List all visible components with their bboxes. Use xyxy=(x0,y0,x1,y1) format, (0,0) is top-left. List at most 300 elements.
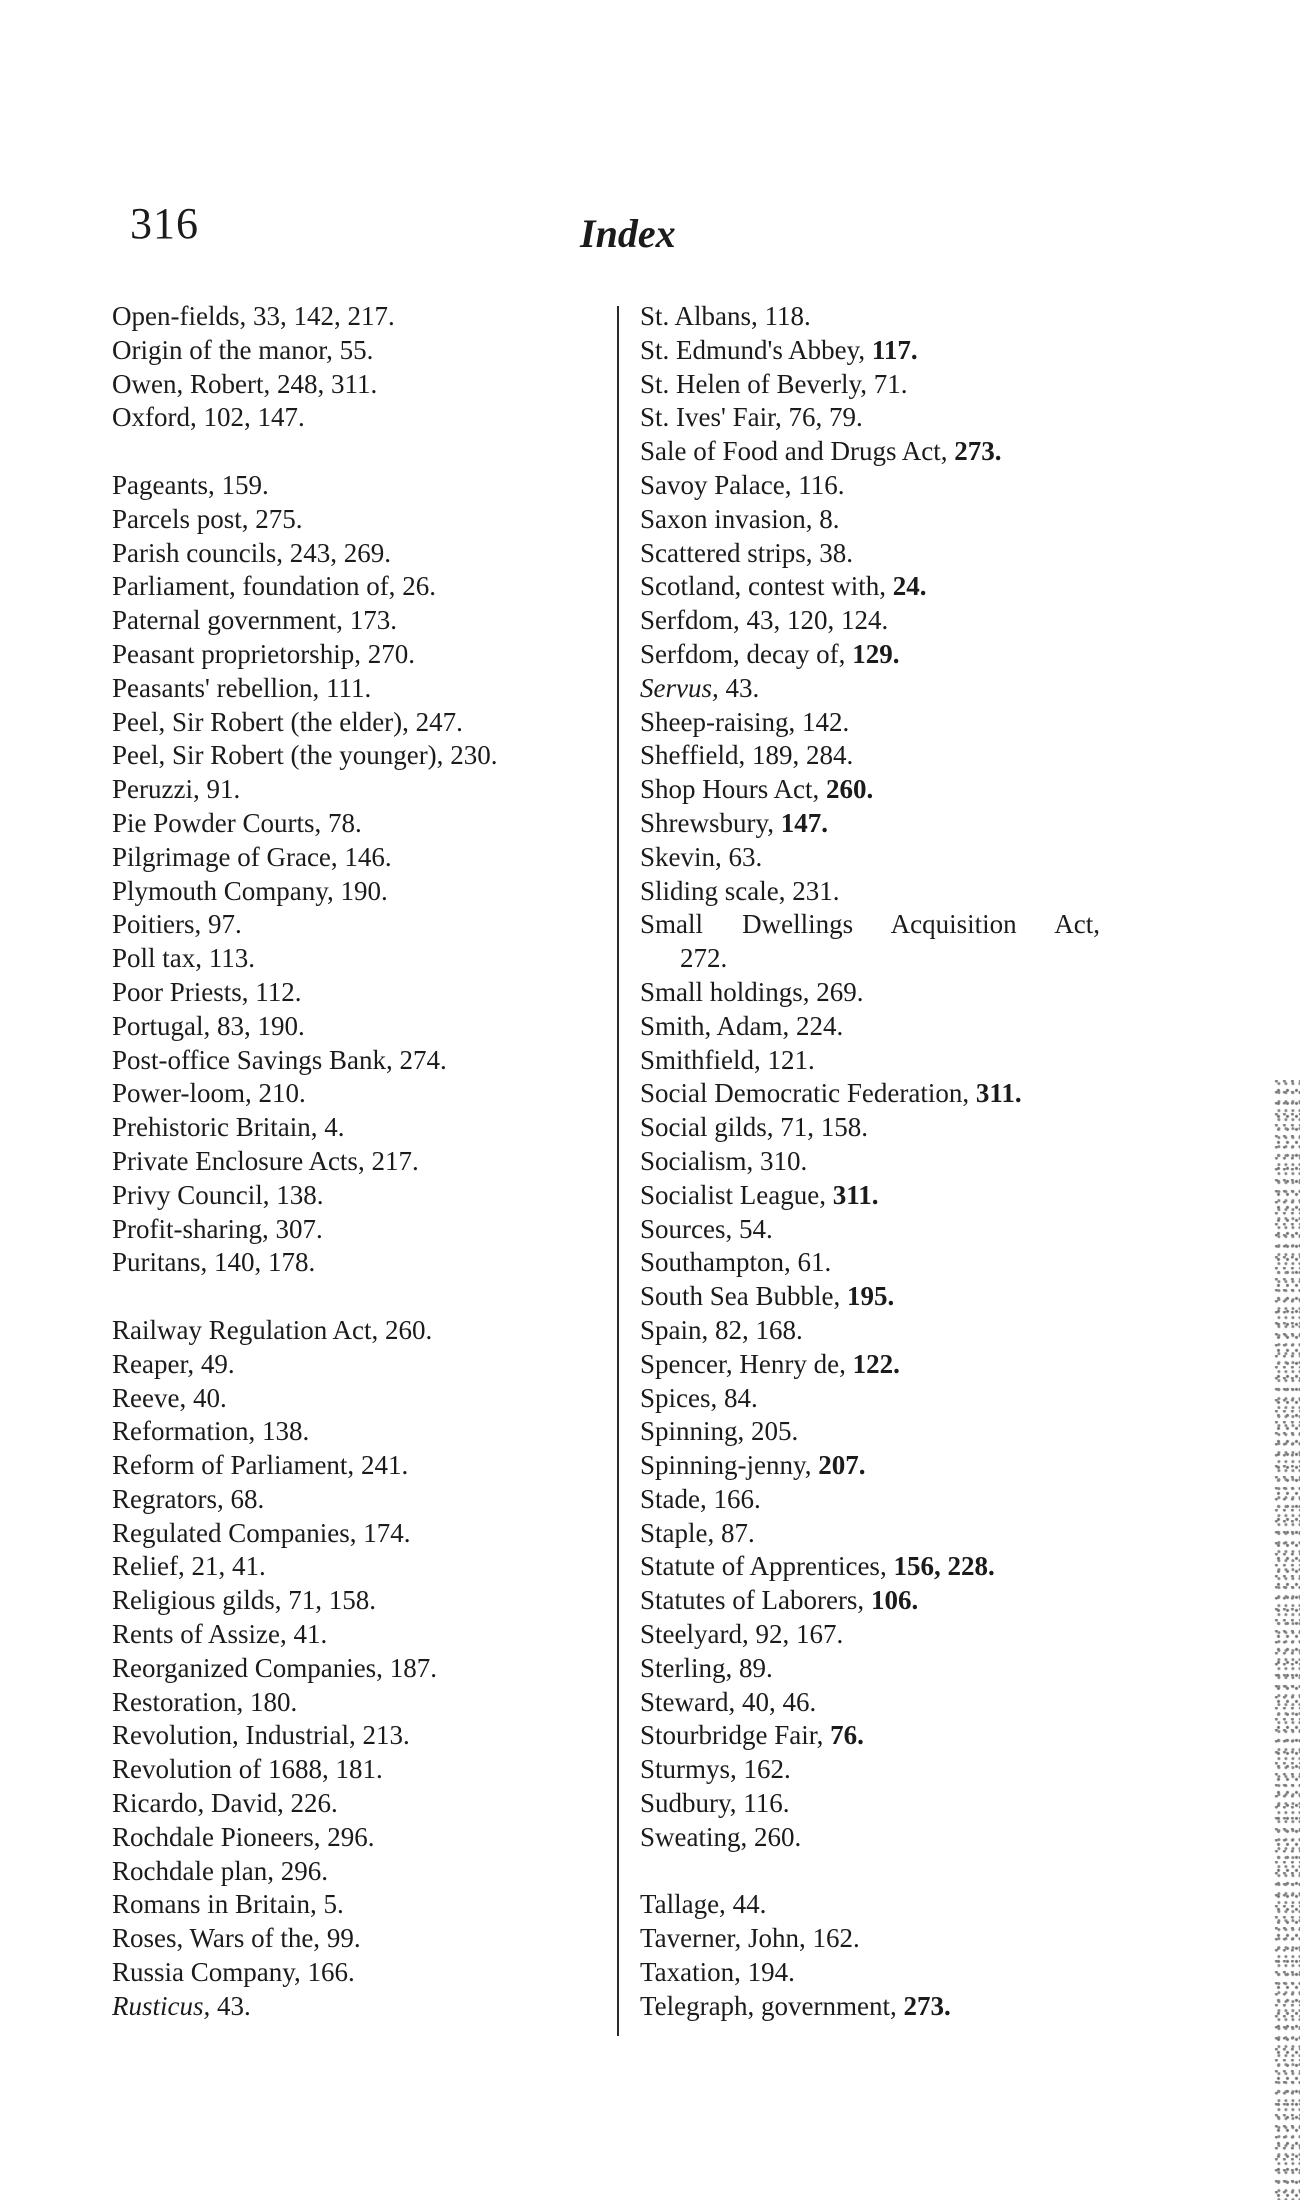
index-entry-pages: 260. xyxy=(754,1821,802,1852)
index-entry xyxy=(112,1686,497,1720)
index-entry-pages: 71, 158. xyxy=(780,1112,868,1143)
index-entry-pages: 296. xyxy=(327,1821,375,1852)
index-entry xyxy=(640,1179,1100,1213)
index-entry-term: Privy Council, xyxy=(112,1179,270,1210)
index-entry xyxy=(112,1111,497,1145)
index-entry-term: Shop Hours Act, xyxy=(640,774,820,805)
index-entry-pages: 55. xyxy=(339,334,374,365)
index-entry xyxy=(640,503,1100,537)
index-entry-term: Poll tax, xyxy=(112,943,203,974)
index-entry-pages: 231. xyxy=(792,875,840,906)
index-entry xyxy=(112,1753,497,1787)
index-entry-term: Saxon invasion, xyxy=(640,503,813,534)
index-entry xyxy=(640,1145,1100,1179)
index-entry-term: Reeve, xyxy=(112,1382,187,1413)
index-entry xyxy=(112,1584,497,1618)
index-entry-term: Rochdale plan, xyxy=(112,1855,274,1886)
index-entry-pages: 162. xyxy=(743,1754,791,1785)
index-entry xyxy=(640,537,1100,571)
index-entry-pages: 311. xyxy=(832,1179,879,1210)
index-entry-term: Pageants, xyxy=(112,469,215,500)
index-entry-term: Revolution of 1688, xyxy=(112,1754,329,1785)
index-entry-pages: 44. xyxy=(732,1889,767,1920)
index-entry-pages: 78. xyxy=(328,807,362,838)
index-entry-pages: 260. xyxy=(826,774,874,805)
page-edge-speckle xyxy=(1274,1080,1300,2200)
index-entry-term: Pilgrimage of Grace, xyxy=(112,841,338,872)
index-entry-pages: 116. xyxy=(798,469,845,500)
index-entry-term: Servus, xyxy=(640,672,719,703)
index-entry-pages: 112. xyxy=(255,976,302,1007)
index-entry-pages: 241. xyxy=(360,1450,409,1481)
index-column-right xyxy=(640,300,1100,2024)
index-entry-pages: 40, 46. xyxy=(741,1686,817,1717)
index-entry xyxy=(640,1111,1100,1145)
index-entry xyxy=(112,1956,497,1990)
index-entry-term: Small Dwellings Acquisition Act, xyxy=(640,909,1100,940)
index-entry-term: St. Albans, xyxy=(640,301,758,331)
index-entry-term: Reformation, xyxy=(112,1416,256,1447)
index-entry xyxy=(640,638,1100,672)
index-entry xyxy=(640,368,1100,402)
index-entry-pages: 174. xyxy=(363,1517,411,1548)
index-entry xyxy=(112,537,497,571)
index-entry-term: Steward, xyxy=(640,1686,736,1717)
index-entry-term: Rusticus, xyxy=(112,1990,211,2021)
index-entry-term: Origin of the manor, xyxy=(112,334,333,365)
index-entry xyxy=(640,1348,1100,1382)
index-entry xyxy=(112,1449,497,1483)
index-entry-term: Plymouth Company, xyxy=(112,875,334,906)
index-entry-term: Parcels post, xyxy=(112,503,249,534)
index-entry-pages: 147. xyxy=(780,807,828,838)
index-entry-term: Stourbridge Fair, xyxy=(640,1720,824,1751)
index-entry-pages: 41. xyxy=(293,1619,328,1650)
index-entry xyxy=(640,300,1100,334)
index-entry xyxy=(640,1483,1100,1517)
index-entry-pages: 156, 228. xyxy=(893,1551,995,1582)
index-entry xyxy=(640,942,1100,976)
index-entry xyxy=(640,807,1100,841)
page-number: 316 xyxy=(130,199,199,248)
index-entry-pages: 4. xyxy=(324,1112,345,1143)
index-entry xyxy=(640,604,1100,638)
index-entry-pages: 89. xyxy=(739,1652,773,1683)
index-entry-term: Taxation, xyxy=(640,1957,741,1988)
index-entry xyxy=(640,1382,1100,1416)
index-entry-pages: 173. xyxy=(349,605,397,636)
index-entry-pages: 8. xyxy=(819,503,840,534)
index-entry xyxy=(640,1213,1100,1247)
index-entry-pages: 138. xyxy=(261,1416,310,1447)
index-entry xyxy=(640,1787,1100,1821)
index-entry-term: St. Edmund's Abbey, xyxy=(640,334,866,365)
index-entry xyxy=(112,1719,497,1753)
index-entry-term: Religious gilds, xyxy=(112,1585,282,1616)
index-entry-term: Sources, xyxy=(640,1213,733,1244)
index-entry-pages: 49. xyxy=(200,1348,235,1379)
index-entry-term: Socialist League, xyxy=(640,1179,826,1210)
index-entry xyxy=(640,1652,1100,1686)
index-entry xyxy=(112,875,497,909)
index-entry-pages: 142. xyxy=(801,706,850,737)
index-entry-pages: 71. xyxy=(873,368,908,399)
page-title: Index xyxy=(580,211,676,256)
index-entry-term: Social Democratic Federation, xyxy=(640,1078,970,1109)
index-entry-pages: 111. xyxy=(326,672,372,703)
index-entry-pages: 99. xyxy=(326,1923,361,1954)
index-entry xyxy=(112,638,497,672)
index-entry-term: Peel, Sir Robert (the elder), xyxy=(112,706,409,737)
index-entry-term: Regrators, xyxy=(112,1483,224,1514)
index-entry xyxy=(640,908,1100,942)
index-entry xyxy=(640,1584,1100,1618)
index-entry-term: Statute of Apprentices, xyxy=(640,1551,887,1582)
index-entry-term: Puritans, xyxy=(112,1247,208,1278)
index-entry xyxy=(112,942,497,976)
index-entry-pages: 24. xyxy=(892,571,927,602)
index-entry-term: South Sea Bubble, xyxy=(640,1281,841,1312)
index-entry-term: Spinning-jenny, xyxy=(640,1450,812,1481)
index-entry xyxy=(640,1821,1100,1855)
index-entry-term: Parish councils, xyxy=(112,537,283,568)
index-column-left xyxy=(112,300,497,2024)
index-entry-pages: 61. xyxy=(797,1247,832,1278)
index-entry-term: Stade, xyxy=(640,1483,707,1514)
index-entry-pages: 121. xyxy=(767,1044,815,1075)
index-entry-pages: 226. xyxy=(290,1788,338,1819)
index-entry-term: Taverner, John, xyxy=(640,1923,806,1954)
index-entry-pages: 87. xyxy=(721,1517,755,1548)
index-entry xyxy=(112,908,497,942)
index-entry-pages: 117. xyxy=(871,334,918,365)
index-entry xyxy=(112,739,497,773)
index-entry-term: Romans in Britain, xyxy=(112,1889,317,1920)
index-entry xyxy=(112,1348,497,1382)
index-entry xyxy=(640,739,1100,773)
letter-group-gap xyxy=(112,435,497,469)
index-entry-term: Reform of Parliament, xyxy=(112,1450,355,1481)
index-entry-pages: 181. xyxy=(335,1754,383,1785)
index-entry-pages: 92, 167. xyxy=(755,1619,844,1650)
index-entry-term: Shrewsbury, xyxy=(640,807,774,838)
index-entry-pages: 76, 79. xyxy=(788,402,863,433)
index-entry-term: Regulated Companies, xyxy=(112,1517,357,1548)
index-entry-term: Peel, Sir Robert (the younger), xyxy=(112,740,444,771)
index-entry-term: Tallage, xyxy=(640,1889,726,1920)
index-entry-term: Statutes of Laborers, xyxy=(640,1585,865,1616)
index-entry-pages: 106. xyxy=(870,1585,919,1616)
index-entry-pages: 116. xyxy=(743,1788,790,1819)
index-entry-pages: 113. xyxy=(208,943,256,974)
index-entry-pages: 138. xyxy=(276,1179,324,1210)
index-entry-term: Scattered strips, xyxy=(640,537,813,568)
index-entry xyxy=(640,1956,1100,1990)
index-entry-term: Sturmys, xyxy=(640,1754,737,1785)
index-entry-pages: 310. xyxy=(760,1145,808,1176)
index-entry-term: Spain, xyxy=(640,1314,709,1345)
index-entry-term: Southampton, xyxy=(640,1247,791,1278)
index-entry-pages: 162. xyxy=(812,1923,860,1954)
index-entry xyxy=(112,1077,497,1111)
index-entry xyxy=(112,807,497,841)
index-entry-term: Sheep-raising, xyxy=(640,706,796,737)
index-entry-pages: 217. xyxy=(371,1145,419,1176)
index-entry xyxy=(640,706,1100,740)
index-entry-pages: 194. xyxy=(747,1957,795,1988)
index-entry-term: Ricardo, David, xyxy=(112,1788,284,1819)
index-entry-pages: 43. xyxy=(217,1990,251,2021)
index-entry xyxy=(112,1517,497,1551)
index-entry xyxy=(112,1314,497,1348)
index-entry-pages: 159. xyxy=(221,469,269,500)
index-entry-term: Social gilds, xyxy=(640,1112,774,1143)
index-entry-term: Post-office Savings Bank, xyxy=(112,1044,393,1075)
index-entry xyxy=(640,976,1100,1010)
index-entry xyxy=(640,1077,1100,1111)
index-entry-pages: 307. xyxy=(275,1213,323,1244)
index-entry xyxy=(640,570,1100,604)
index-entry xyxy=(112,976,497,1010)
letter-group-gap xyxy=(640,1855,1100,1889)
index-entry-term: Roses, Wars of the, xyxy=(112,1923,321,1954)
index-entry-pages: 146. xyxy=(344,841,392,872)
index-entry-pages: 210. xyxy=(258,1078,306,1109)
index-entry-pages: 205. xyxy=(751,1416,799,1447)
index-entry xyxy=(112,1821,497,1855)
index-entry xyxy=(112,1922,497,1956)
index-entry-term: Private Enclosure Acts, xyxy=(112,1145,365,1176)
index-entry-term: Steelyard, xyxy=(640,1619,749,1650)
index-entry xyxy=(112,1888,497,1922)
index-entry xyxy=(112,570,497,604)
index-entry-term: Railway Regulation Act, xyxy=(112,1314,379,1345)
index-entry-term: Spices, xyxy=(640,1382,718,1413)
index-entry-pages: 180. xyxy=(249,1686,298,1717)
index-entry xyxy=(112,1550,497,1584)
index-entry-term: Smithfield, xyxy=(640,1044,761,1075)
index-entry-pages: 63. xyxy=(728,841,763,872)
index-entry-term: Peasant proprietorship, xyxy=(112,638,361,669)
index-entry-pages: 38. xyxy=(819,537,853,568)
index-entry xyxy=(112,604,497,638)
index-entry xyxy=(640,1010,1100,1044)
index-entry xyxy=(640,1922,1100,1956)
index-entry xyxy=(640,1990,1100,2024)
index-entry-pages: 76. xyxy=(830,1720,864,1751)
index-entry xyxy=(112,1382,497,1416)
index-entry-pages: 195. xyxy=(847,1281,895,1312)
index-entry-term: Serfdom, xyxy=(640,605,740,636)
index-entry-pages: 230. xyxy=(450,740,498,771)
index-entry-term: Revolution, Industrial, xyxy=(112,1720,356,1751)
index-entry xyxy=(112,1415,497,1449)
index-entry-pages: 275. xyxy=(255,503,303,534)
index-entry-pages: 274. xyxy=(399,1044,447,1075)
index-entry-pages: 102, 147. xyxy=(203,402,305,433)
index-entry xyxy=(112,368,497,402)
index-entry-pages: 129. xyxy=(852,638,900,669)
index-entry-pages: 97. xyxy=(208,909,242,940)
index-entry-term: Rochdale Pioneers, xyxy=(112,1821,321,1852)
index-entry xyxy=(112,1010,497,1044)
index-entry-pages: 33, 142, 217. xyxy=(252,301,395,331)
index-entry xyxy=(112,503,497,537)
index-entry-term: Paternal government, xyxy=(112,605,343,636)
index-entry xyxy=(112,706,497,740)
index-entry xyxy=(112,469,497,503)
index-entry xyxy=(640,1517,1100,1551)
index-entry xyxy=(112,1787,497,1821)
index-entry-pages: 54. xyxy=(738,1213,773,1244)
index-entry-term: Telegraph, government, xyxy=(640,1990,897,2021)
index-entry-pages: 273. xyxy=(903,1990,951,2021)
index-entry-term: Pie Powder Courts, xyxy=(112,807,322,838)
index-entry-term: Oxford, xyxy=(112,402,197,433)
index-entry-pages: 247. xyxy=(415,706,463,737)
index-entry xyxy=(640,1449,1100,1483)
index-entry xyxy=(112,1618,497,1652)
index-entry xyxy=(640,1550,1100,1584)
index-entry xyxy=(112,773,497,807)
index-entry-pages: 272. xyxy=(680,943,728,974)
index-entry-term: Relief, xyxy=(112,1551,185,1582)
index-entry xyxy=(112,1855,497,1889)
index-entry-pages: 91. xyxy=(206,774,241,805)
index-entry-term: St. Helen of Beverly, xyxy=(640,368,867,399)
index-entry-pages: 40. xyxy=(192,1382,227,1413)
index-entry xyxy=(640,1686,1100,1720)
index-entry-pages: 190. xyxy=(340,875,388,906)
index-entry-pages: 84. xyxy=(724,1382,758,1413)
index-entry-term: Skevin, xyxy=(640,841,722,872)
index-entry-term: Rents of Assize, xyxy=(112,1619,287,1650)
letter-group-gap xyxy=(112,1280,497,1314)
index-entry xyxy=(640,1415,1100,1449)
index-entry xyxy=(112,1652,497,1686)
index-entry-term: Savoy Palace, xyxy=(640,469,792,500)
index-entry-pages: 213. xyxy=(362,1720,410,1751)
column-divider xyxy=(617,306,619,2036)
index-entry-term: Parliament, foundation of, xyxy=(112,571,396,602)
index-entry-pages: 224. xyxy=(796,1010,844,1041)
index-entry-pages: 21, 41. xyxy=(191,1551,266,1582)
index-entry xyxy=(640,469,1100,503)
index-entry-pages: 82, 168. xyxy=(715,1314,803,1345)
index-entry-term: Spencer, Henry de, xyxy=(640,1348,846,1379)
index-entry-pages: 311. xyxy=(975,1078,1022,1109)
index-entry xyxy=(112,1990,497,2024)
index-entry xyxy=(640,1753,1100,1787)
index-entry xyxy=(112,672,497,706)
index-entry-pages: 83, 190. xyxy=(217,1010,305,1041)
index-entry-term: Prehistoric Britain, xyxy=(112,1112,318,1143)
index-entry xyxy=(640,1314,1100,1348)
index-entry-term: Power-loom, xyxy=(112,1078,252,1109)
index-entry xyxy=(640,1618,1100,1652)
index-entry-term: Profit-sharing, xyxy=(112,1213,269,1244)
index-entry-term: Spinning, xyxy=(640,1416,745,1447)
index-entry xyxy=(640,773,1100,807)
index-entry-term: Owen, Robert, xyxy=(112,368,271,399)
index-entry-term: St. Ives' Fair, xyxy=(640,402,782,433)
index-entry xyxy=(112,1044,497,1078)
index-entry-term: Sale of Food and Drugs Act, xyxy=(640,436,948,467)
index-entry-term: Peruzzi, xyxy=(112,774,200,805)
index-entry xyxy=(640,672,1100,706)
index-entry-pages: 248, 311. xyxy=(276,368,378,399)
index-entry-term: Scotland, contest with, xyxy=(640,571,886,602)
index-entry-pages: 269. xyxy=(816,976,864,1007)
index-entry-term: Smith, Adam, xyxy=(640,1010,790,1041)
index-entry xyxy=(640,1246,1100,1280)
index-entry-term: Restoration, xyxy=(112,1686,244,1717)
index-entry xyxy=(640,1280,1100,1314)
index-entry xyxy=(640,401,1100,435)
index-entry-term: Sterling, xyxy=(640,1652,733,1683)
index-entry-pages: 118. xyxy=(764,301,811,331)
index-entry-pages: 296. xyxy=(280,1855,328,1886)
index-entry xyxy=(112,1213,497,1247)
index-entry-pages: 273. xyxy=(954,436,1002,467)
index-entry-pages: 140, 178. xyxy=(214,1247,316,1278)
index-entry xyxy=(112,1145,497,1179)
index-entry-pages: 260. xyxy=(384,1314,433,1345)
index-entry-term: Poor Priests, xyxy=(112,976,249,1007)
index-entry xyxy=(112,1246,497,1280)
index-entry xyxy=(112,1179,497,1213)
index-entry xyxy=(640,334,1100,368)
index-entry xyxy=(640,435,1100,469)
index-entry-pages: 26. xyxy=(402,571,436,602)
index-entry xyxy=(640,875,1100,909)
index-entry-pages: 43, 120, 124. xyxy=(746,605,889,636)
index-entry xyxy=(640,1888,1100,1922)
index-entry-pages: 68. xyxy=(230,1483,265,1514)
index-entry-term: Sudbury, xyxy=(640,1788,737,1819)
index-entry-term: Sheffield, xyxy=(640,740,746,771)
index-entry-pages: 5. xyxy=(323,1889,344,1920)
index-entry-pages: 189, 284. xyxy=(751,740,854,771)
index-entry-pages: 166. xyxy=(713,1483,761,1514)
index-entry-pages: 243, 269. xyxy=(289,537,391,568)
index-entry-term: Reorganized Companies, xyxy=(112,1652,383,1683)
index-entry-pages: 207. xyxy=(818,1450,866,1481)
index-entry-term: Sweating, xyxy=(640,1821,748,1852)
index-entry xyxy=(640,1044,1100,1078)
index-entry xyxy=(112,334,497,368)
index-entry-pages: 122. xyxy=(852,1348,900,1379)
index-entry xyxy=(112,401,497,435)
index-entry-term: Reaper, xyxy=(112,1348,195,1379)
index-entry-pages: 43. xyxy=(725,672,760,703)
index-entry-term: Peasants' rebellion, xyxy=(112,672,320,703)
index-entry-term: Staple, xyxy=(640,1517,715,1548)
index-entry-term: Open-fields, xyxy=(112,301,247,331)
index-entry-term: Portugal, xyxy=(112,1010,211,1041)
index-entry xyxy=(640,841,1100,875)
index-entry-term: Serfdom, decay of, xyxy=(640,638,846,669)
index-entry-pages: 187. xyxy=(389,1652,437,1683)
index-entry-term: Sliding scale, xyxy=(640,875,786,906)
index-entry-pages: 166. xyxy=(307,1957,355,1988)
index-entry-term: Poitiers, xyxy=(112,909,202,940)
index-entry-term: Socialism, xyxy=(640,1145,754,1176)
index-entry xyxy=(640,1719,1100,1753)
index-entry-term: Small holdings, xyxy=(640,976,810,1007)
index-entry-pages: 71, 158. xyxy=(288,1585,377,1616)
index-entry-term: Russia Company, xyxy=(112,1957,301,1988)
